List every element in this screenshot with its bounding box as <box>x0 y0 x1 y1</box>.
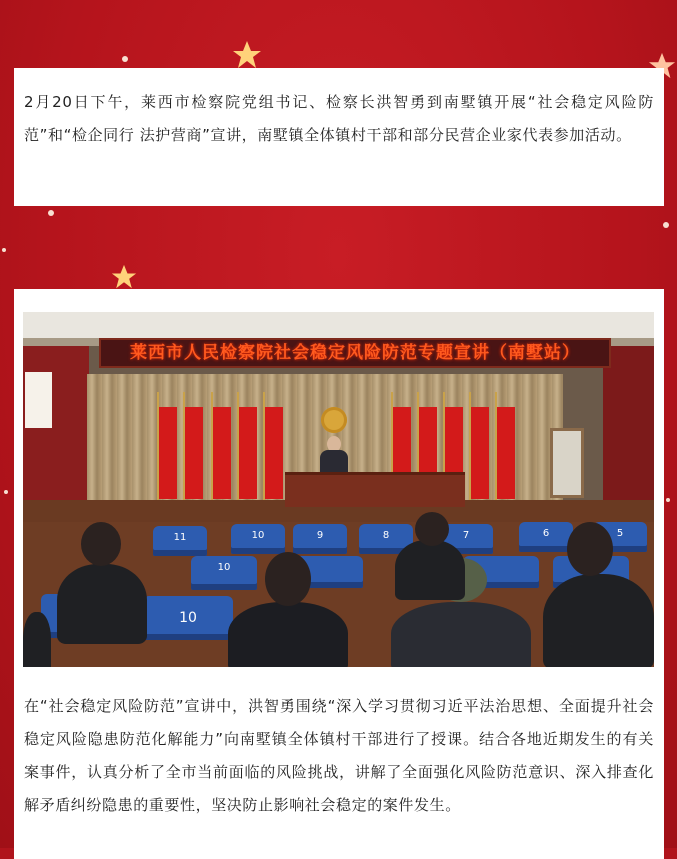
seat-number: 8 <box>382 530 390 541</box>
seat <box>153 526 207 556</box>
flag <box>497 407 515 499</box>
audience-member <box>391 602 531 667</box>
sparkle-dot <box>122 56 128 62</box>
seat-number: 10 <box>217 562 231 573</box>
sparkle-dot <box>48 210 54 216</box>
seat <box>293 524 347 554</box>
seat <box>519 522 573 552</box>
star-icon <box>232 40 262 70</box>
seat-number: 6 <box>542 528 550 539</box>
sparkle-dot <box>4 490 8 494</box>
seat <box>231 524 285 554</box>
audience-head <box>81 522 121 566</box>
flag <box>159 407 177 499</box>
photo-banner: 莱西市人民检察院社会稳定风险防范专题宣讲（南墅站） <box>99 338 611 368</box>
intro-paragraph: 2月20日下午，莱西市检察院党组书记、检察长洪智勇到南墅镇开展“社会稳定风险防范”和“检企同行 法护营商”宣讲，南墅镇全体镇村干部和部分民营企业家代表参加活动。 <box>24 93 654 144</box>
podium-desk <box>285 472 465 507</box>
audience-head <box>567 522 613 576</box>
audience-head <box>265 552 311 606</box>
flag <box>265 407 283 499</box>
seat-number: 10 <box>179 610 197 626</box>
star-icon <box>111 264 137 290</box>
audience-member <box>23 612 51 667</box>
flag <box>213 407 231 499</box>
seat-number: 11 <box>173 532 187 543</box>
audience-member <box>57 564 147 644</box>
seat-number: 7 <box>462 530 470 541</box>
body-paragraph: 在“社会稳定风险防范”宣讲中，洪智勇围绕“深入学习贯彻习近平法治思想、全面提升社会稳定风险隐患防范化解能力”向南墅镇全体镇村干部进行了授课。结合各地近期发生的有关案事件，认真分析了全市当前面临的风险挑战，讲解了全面强化风险防范意识、深入排查化解矛盾纠纷隐患的重要性，坚决防止影响社会稳定的案件发生。 <box>24 697 654 814</box>
photo-wall-sign <box>25 372 52 428</box>
party-emblem-icon <box>321 407 347 433</box>
seat-number: 9 <box>316 530 324 541</box>
seat-number: 5 <box>616 528 624 539</box>
seat-number: 10 <box>251 530 265 541</box>
seat <box>143 596 233 640</box>
audience-member <box>228 602 348 667</box>
audience-member <box>543 574 654 667</box>
sparkle-dot <box>663 222 669 228</box>
sparkle-dot <box>2 248 6 252</box>
flag <box>471 407 489 499</box>
event-photo <box>23 312 654 667</box>
flag <box>239 407 257 499</box>
audience-head <box>415 512 449 546</box>
audience-member <box>395 540 465 600</box>
seat <box>191 556 257 590</box>
sparkle-dot <box>666 498 670 502</box>
flag <box>185 407 203 499</box>
photo-window <box>550 428 584 498</box>
